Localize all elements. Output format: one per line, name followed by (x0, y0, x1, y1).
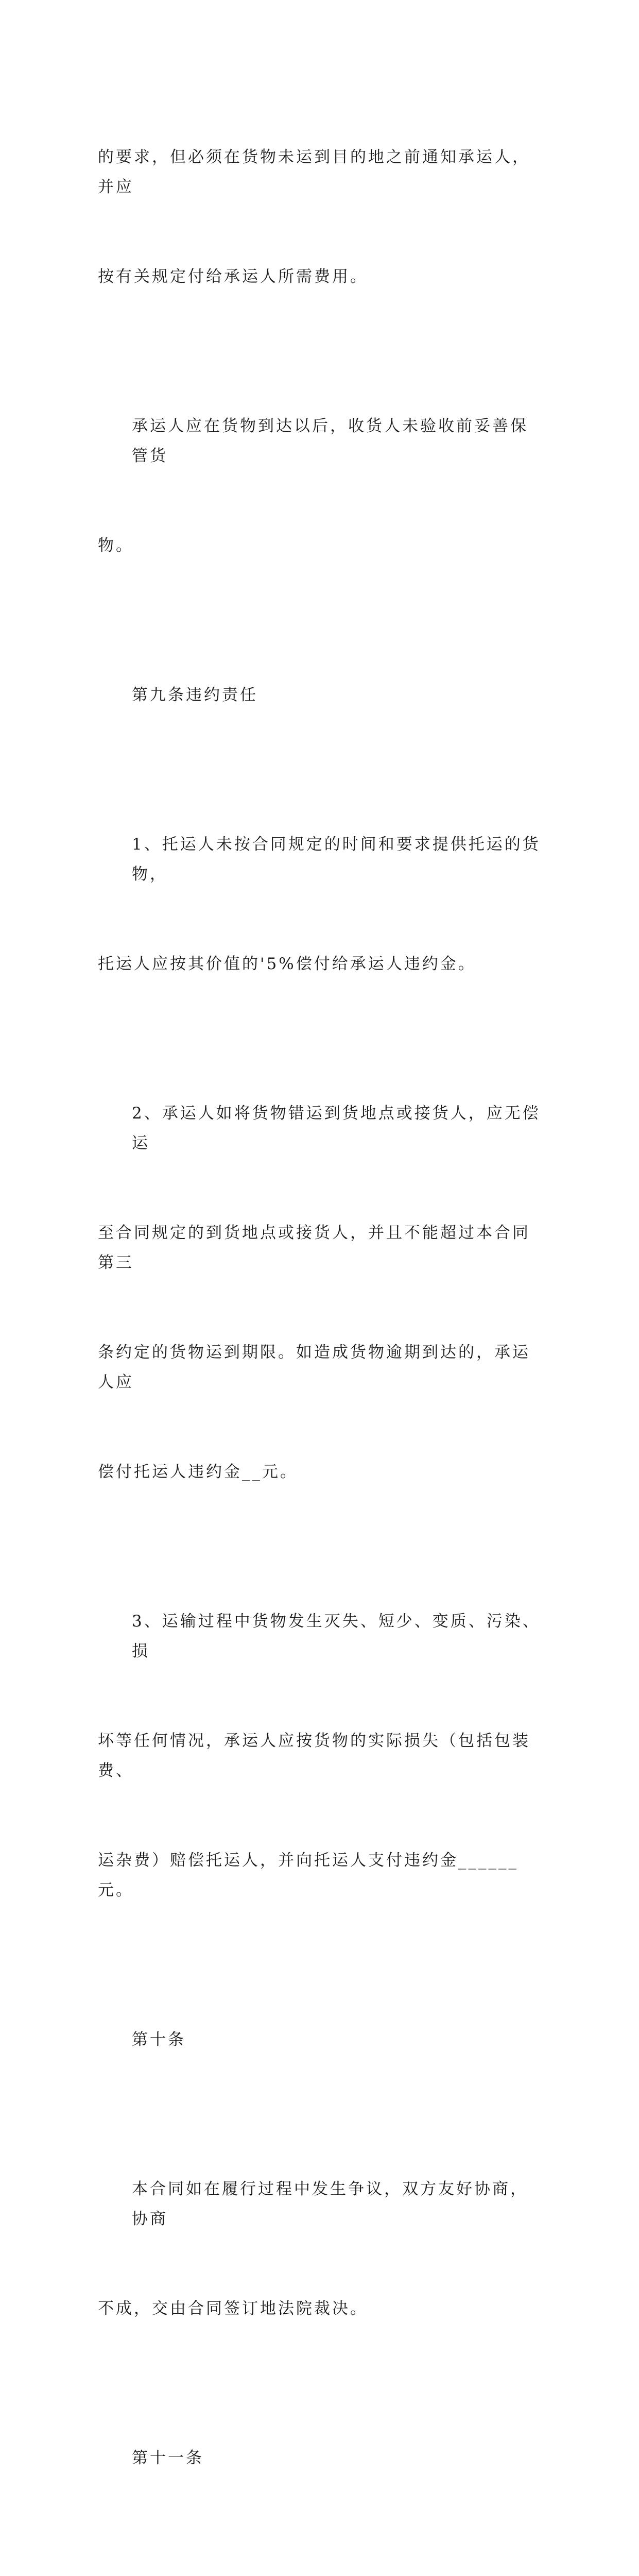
article-nine-heading (98, 620, 546, 770)
text-line: 本合同如在履行过程中发生争议，双方友好协商，协商 (132, 2180, 528, 2228)
clause-2 (98, 1039, 546, 1547)
paragraph-shipping-change (98, 82, 546, 351)
text-line: 物。 (98, 536, 134, 555)
document-body (98, 82, 546, 2576)
text-line: 托运人应按其价值的'5%偿付给承运人违约金。 (98, 955, 476, 973)
article-ten-heading (98, 1965, 546, 2114)
text-line: 按有关规定付给承运人所需费用。 (98, 267, 368, 286)
text-line: 2、承运人如将货物错运到货地点或接货人，应无偿运 (132, 1104, 541, 1153)
article-eleven-heading (98, 2383, 546, 2533)
text-line: 偿付托运人违约金__元。 (98, 1463, 298, 1481)
text-line: 1、托运人未按合同规定的时间和要求提供托运的货物， (132, 835, 541, 884)
paragraph-carrier-custody (98, 351, 546, 620)
text-line: 不成，交由合同签订地法院裁决。 (98, 2299, 368, 2318)
text-line: 3、运输过程中货物发生灭失、短少、变质、污染、损 (132, 1612, 541, 1660)
article-eleven-body (98, 2533, 546, 2576)
text-line: 第十条 (132, 2030, 186, 2049)
clause-1 (98, 770, 546, 1039)
text-line: 的要求，但必须在货物未运到目的地之前通知承运人，并应 (98, 148, 530, 196)
text-line: 至合同规定的到货地点或接货人，并且不能超过本合同第三 (98, 1224, 530, 1272)
article-ten-body (98, 2114, 546, 2383)
text-line: 运杂费）赔偿托运人，并向托运人支付违约金______元。 (98, 1851, 519, 1900)
text-line: 坏等任何情况，承运人应按货物的实际损失（包括包装费、 (98, 1732, 530, 1780)
text-line: 条约定的货物运到期限。如造成货物逾期到达的，承运人应 (98, 1343, 530, 1392)
text-line: 第十一条 (132, 2449, 204, 2467)
clause-3 (98, 1547, 546, 1965)
text-line: 承运人应在货物到达以后，收货人未验收前妥善保管货 (132, 417, 528, 465)
text-line: 第九条违约责任 (132, 686, 258, 704)
